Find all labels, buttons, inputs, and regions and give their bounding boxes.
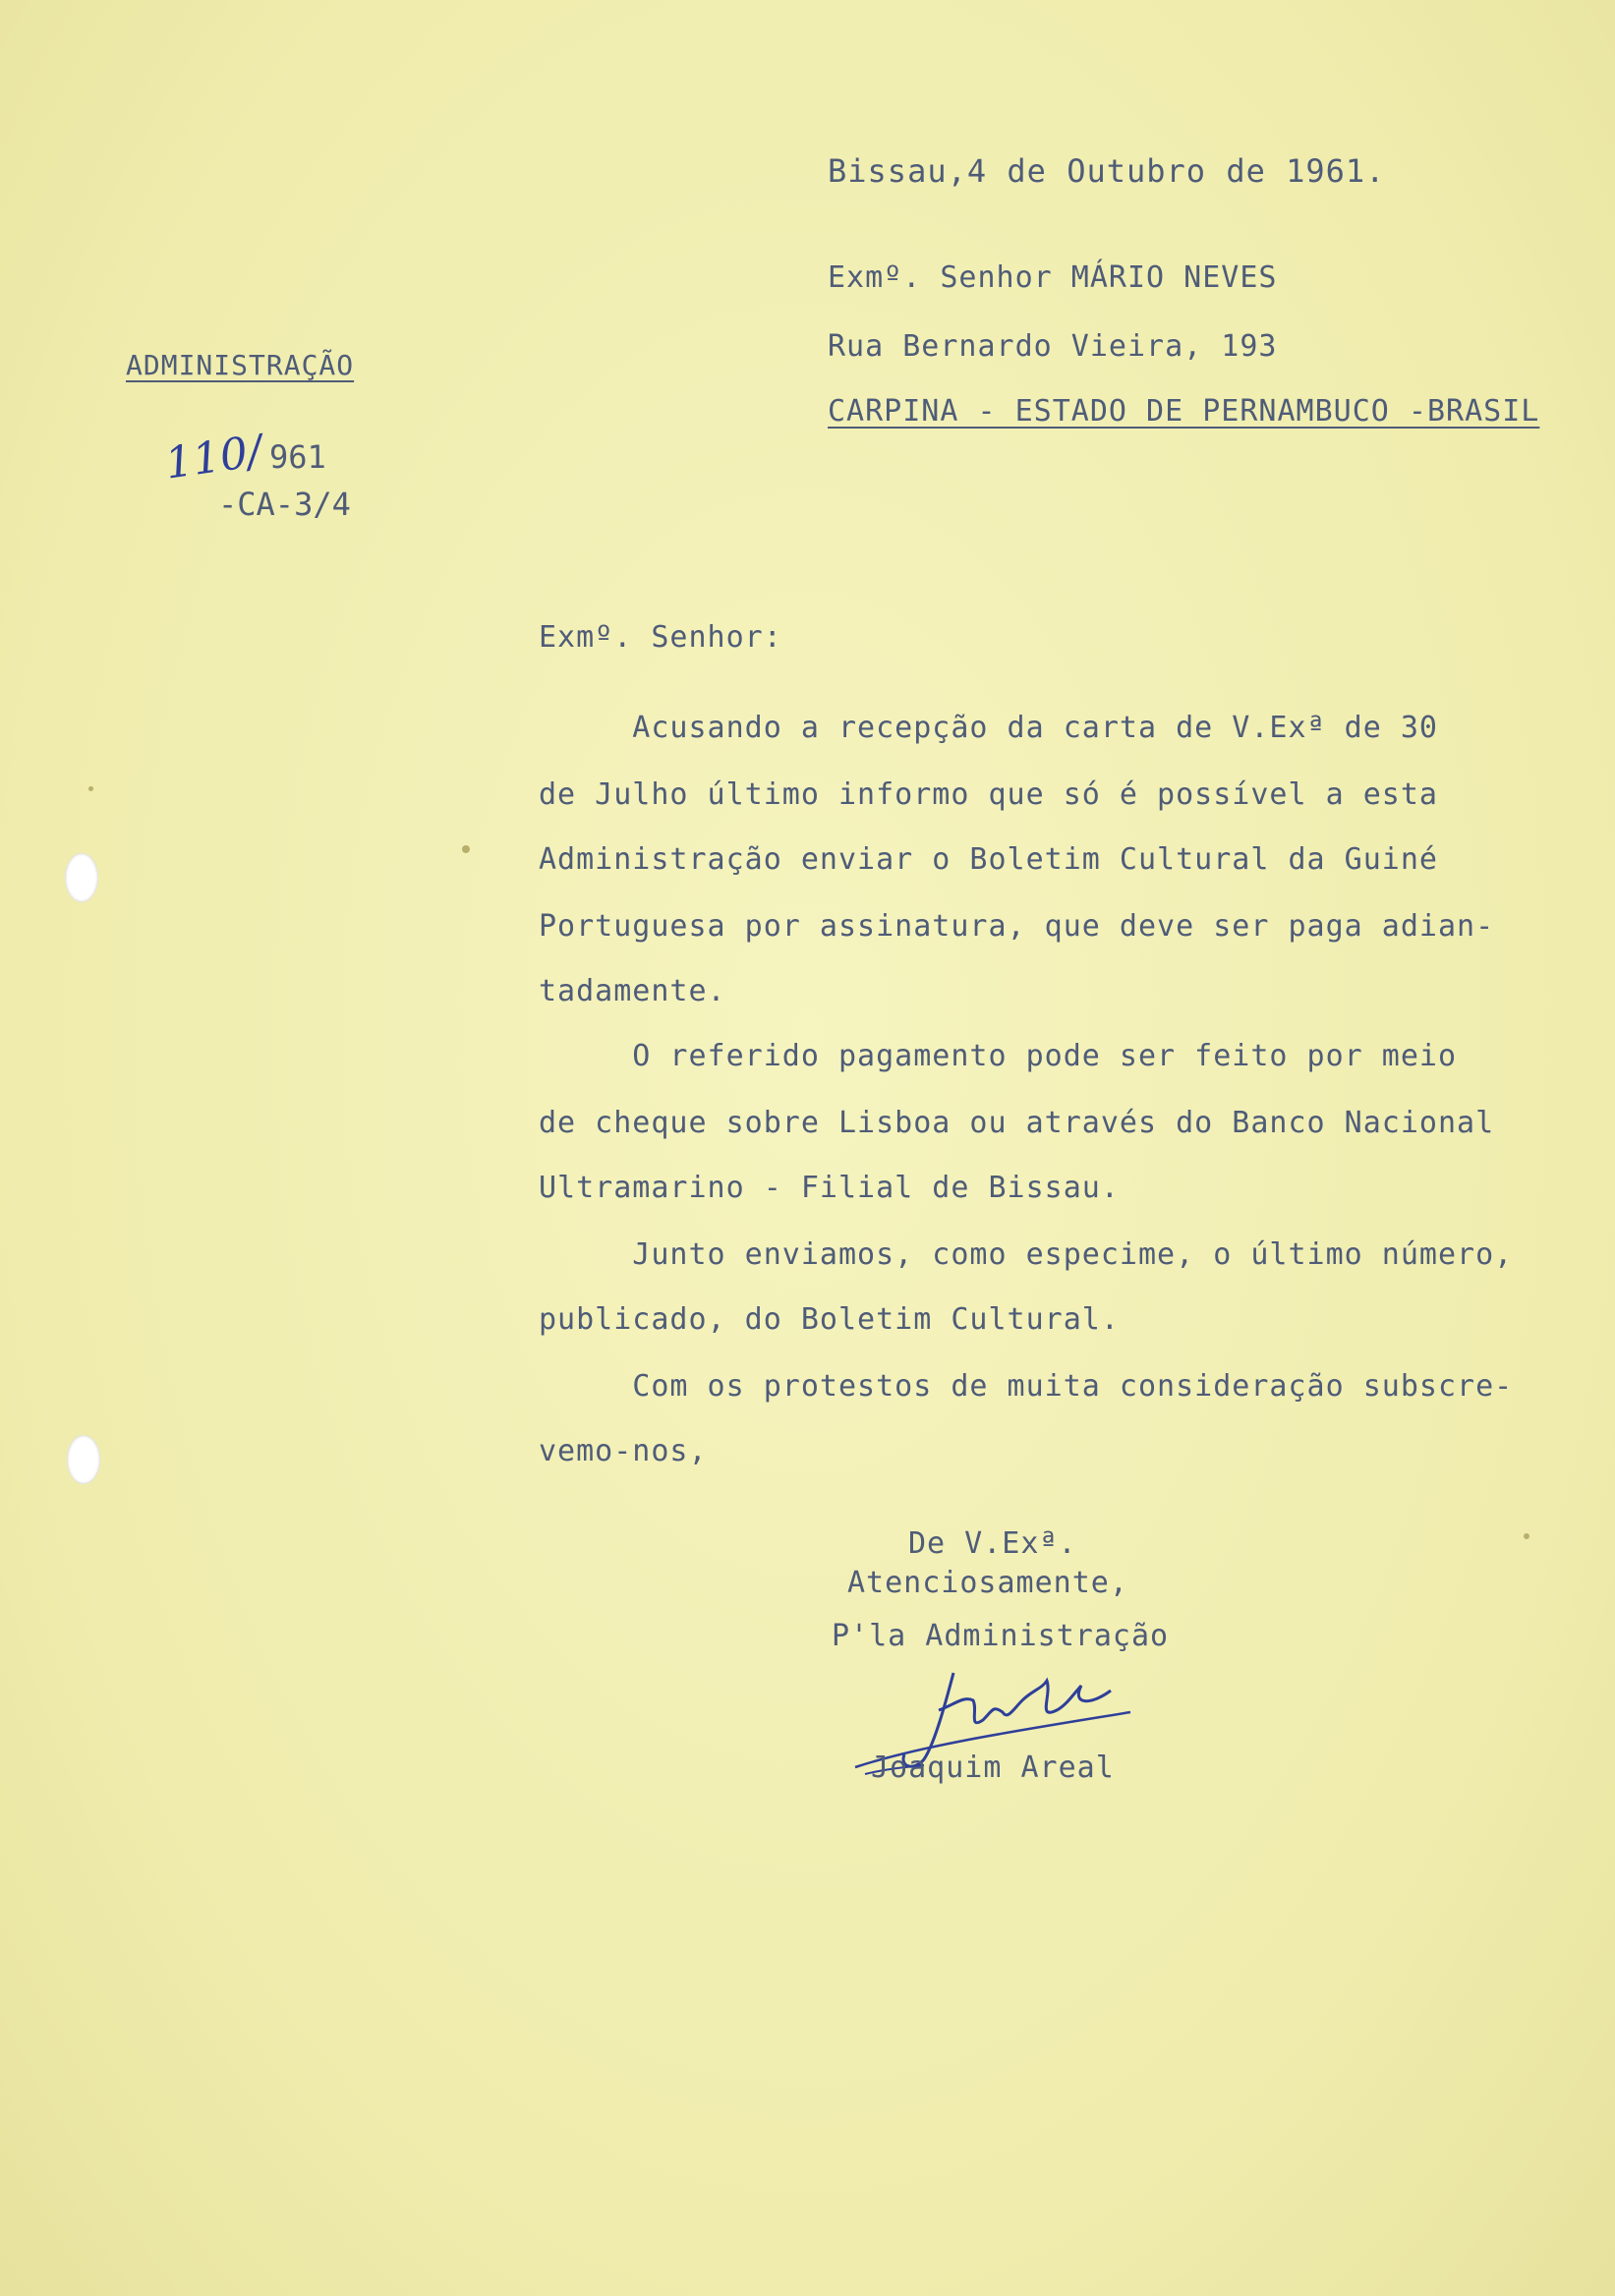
salutation: Exmº. Senhor:: [539, 620, 782, 655]
body-line: publicado, do Boletim Cultural.: [539, 1302, 1120, 1337]
paper-speck: [88, 786, 93, 791]
recipient-city: CARPINA - ESTADO DE PERNAMBUCO -BRASIL: [828, 394, 1540, 429]
body-line: Portuguesa por assinatura, que deve ser paga adian-: [539, 909, 1495, 944]
recipient-street: Rua Bernardo Vieira, 193: [828, 329, 1278, 364]
punch-hole-top: [65, 853, 98, 902]
closing-line-1: De V.Exª.: [908, 1526, 1077, 1561]
body-line: O referido pagamento pode ser feito por meio: [539, 1039, 1458, 1073]
paper-speck: [462, 845, 470, 853]
closing-line-3: P'la Administração: [832, 1619, 1170, 1653]
reference-number-handwritten: 110/: [161, 426, 265, 489]
body-line: Ultramarino - Filial de Bissau.: [539, 1171, 1120, 1205]
body-line: de Julho último informo que só é possível a esta: [539, 777, 1438, 812]
body-line: Acusando a recepção da carta de V.Exª de 30: [539, 711, 1438, 745]
body-line: Administração enviar o Boletim Cultural da Guiné: [539, 842, 1438, 877]
reference-year: 961: [269, 438, 326, 476]
reference-heading: ADMINISTRAÇÃO: [126, 349, 355, 381]
body-line: vemo-nos,: [539, 1434, 708, 1468]
body-line: Com os protestos de muita consideração subscre-: [539, 1369, 1514, 1404]
reference-code: -CA-3/4: [218, 486, 351, 523]
closing-line-2: Atenciosamente,: [847, 1566, 1128, 1600]
recipient-name: Exmº. Senhor MÁRIO NEVES: [828, 260, 1278, 295]
signatory-name: Joaquim Areal: [871, 1751, 1115, 1785]
body-line: de cheque sobre Lisboa ou através do Banco Nacional: [539, 1106, 1495, 1140]
body-line: Junto enviamos, como especime, o último número,: [539, 1237, 1514, 1272]
letter-date: Bissau,4 de Outubro de 1961.: [828, 152, 1386, 190]
body-line: tadamente.: [539, 974, 726, 1008]
punch-hole-bottom: [67, 1435, 100, 1484]
paper-speck: [1524, 1533, 1529, 1539]
